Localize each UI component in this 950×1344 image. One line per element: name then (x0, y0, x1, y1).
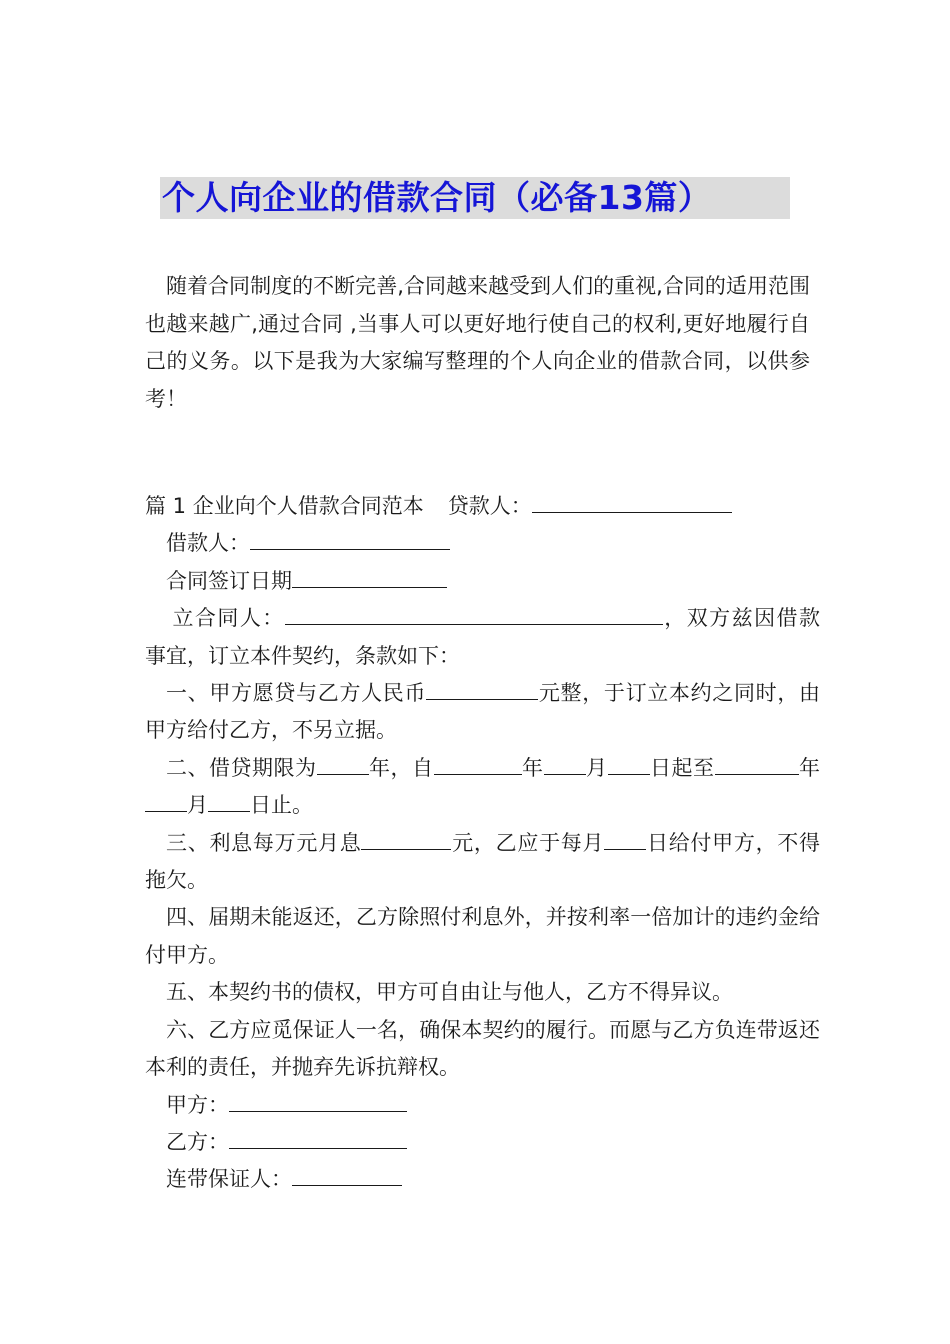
section-heading: 篇 1 企业向个人借款合同范本 (145, 494, 424, 518)
parties-tail: ，双方兹因借款事宜，订立本件契约，条款如下： (145, 606, 821, 668)
section-heading-line (145, 488, 820, 525)
clause-2-start-year-blank (434, 754, 522, 775)
party-b-line (145, 1124, 820, 1161)
document-title: 个人向企业的借款合同（必备13篇） (162, 178, 712, 217)
clause-2-c: 年 (521, 755, 544, 780)
clause-3-a: 三、利息每万元月息 (166, 830, 362, 855)
intro-paragraph: 随着合同制度的不断完善,合同越来越受到人们的重视,合同的适用范围也越来越广,通过合同 ,当事人可以更好地行使自己的权利,更好地履行自己的义务。以下是我为大家编写整理的个人向企业的借款合同，以供参考！ (145, 274, 810, 411)
clause-4: 四、届期未能返还，乙方除照付利息外，并按利率一倍加计的违约金给付甲方。 (145, 905, 820, 967)
clause-1 (145, 675, 820, 750)
clause-1-amount-blank (426, 679, 538, 700)
party-b-blank (229, 1128, 407, 1149)
sign-date-label: 合同签订日期 (166, 568, 292, 593)
clause-2-b: 年，自 (368, 755, 434, 780)
guarantor-line (145, 1161, 820, 1198)
party-b-label: 乙方： (166, 1129, 229, 1154)
guarantor-label: 连带保证人： (166, 1167, 292, 1192)
borrower-line (145, 525, 820, 562)
guarantor-blank (292, 1165, 402, 1186)
party-a-blank (229, 1091, 407, 1112)
clause-2-start-day-blank (608, 754, 650, 775)
sign-date-line (145, 563, 820, 600)
clause-3-interest-blank (361, 829, 451, 850)
party-a-label: 甲方： (166, 1092, 229, 1117)
clause-2-end-year-blank (715, 754, 799, 775)
clause-2-d: 月 (585, 755, 608, 780)
clause-2-end-day-blank (208, 791, 250, 812)
borrower-label: 借款人： (166, 531, 250, 556)
lender-label: 贷款人： (447, 494, 532, 518)
parties-blank (285, 604, 663, 625)
clause-5: 五、本契约书的债权，甲方可自由让与他人，乙方不得异议。 (166, 980, 733, 1005)
clause-2-g: 月 (187, 793, 208, 818)
clause-6: 六、乙方应觅保证人一名，确保本契约的履行。而愿与乙方负连带返还本利的责任，并抛弃先诉抗辩权。 (145, 1017, 820, 1080)
party-a-line (145, 1087, 820, 1124)
contract-body (145, 488, 820, 1199)
clause-2-end-month-blank (145, 791, 187, 812)
borrower-blank (250, 529, 450, 550)
clause-3 (145, 825, 820, 900)
parties-label: 立合同人： (171, 606, 285, 631)
clause-2-e: 日起至 (649, 755, 715, 780)
clause-2-start-month-blank (544, 754, 586, 775)
clause-1-a: 一、甲方愿贷与乙方人民币 (166, 681, 427, 706)
clause-3-b: 元，乙应于每月 (451, 830, 605, 855)
lender-blank (532, 492, 732, 513)
clause-2-years-blank (317, 754, 369, 775)
sign-date-blank (292, 567, 447, 588)
clause-2-h: 日止。 (250, 793, 313, 818)
clause-2-f: 年 (798, 755, 820, 780)
clause-3-c: 日给付甲方，不得拖欠。 (145, 830, 821, 893)
clause-2-a: 二、借贷期限为 (166, 755, 317, 780)
clause-3-day-blank (604, 829, 646, 850)
clause-2 (145, 750, 820, 825)
parties-line (145, 600, 820, 675)
clause-1-b: 元整，于订立本约之同时，由甲方给付乙方，不另立据。 (145, 681, 821, 743)
